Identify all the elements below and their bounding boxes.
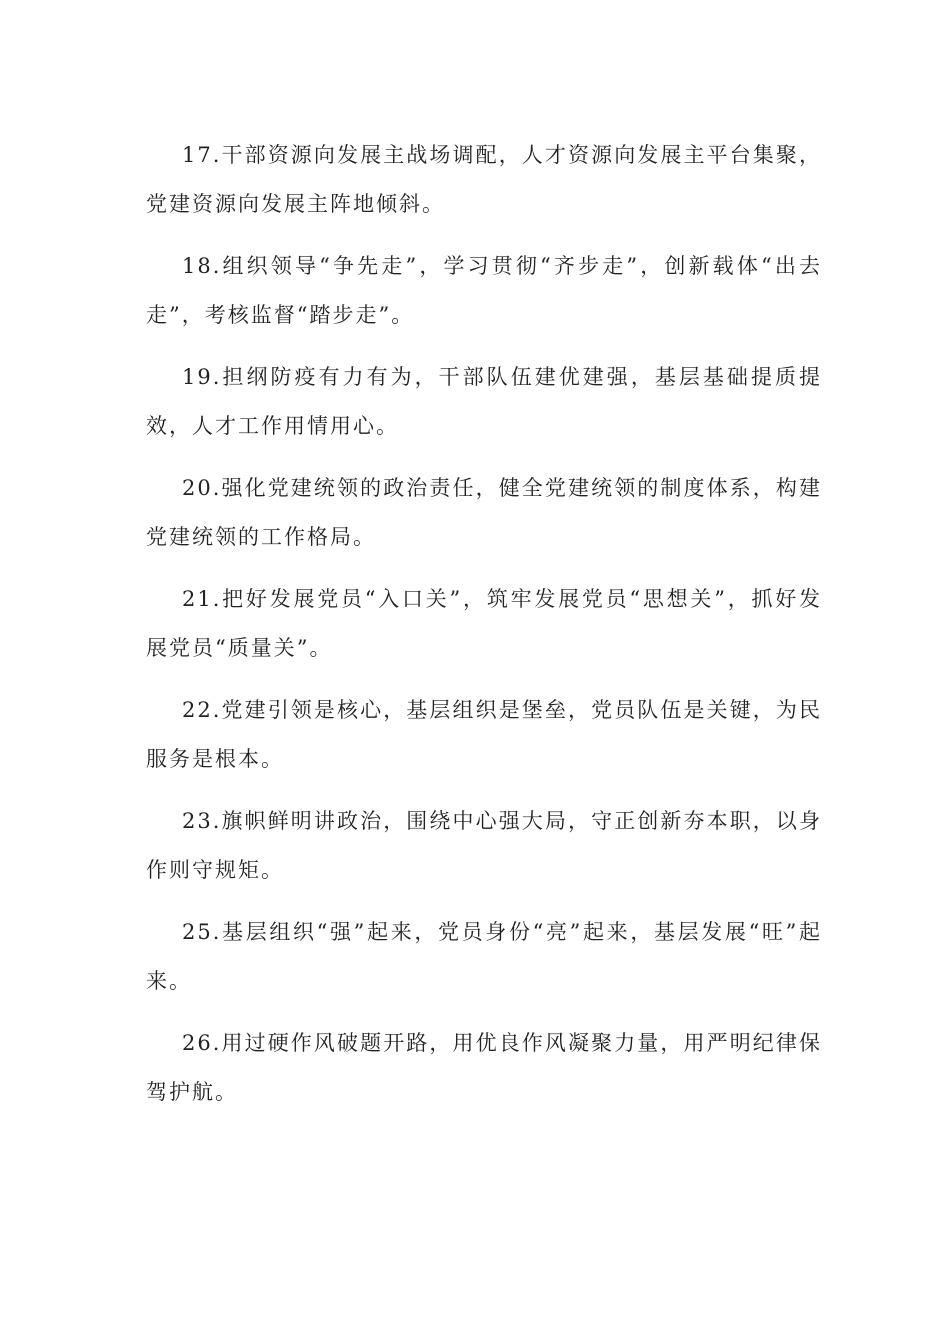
paragraph-20: 20.强化党建统领的政治责任，健全党建统领的制度体系，构建党建统领的工作格局。 [146,476,822,549]
paragraph-18: 18.组织领导“争先走”，学习贯彻“齐步走”，创新载体“出去走”，考核监督“踏步走”。 [146,254,822,327]
paragraph-17: 17.干部资源向发展主战场调配，人才资源向发展主平台集聚，党建资源向发展主阵地倾斜。 [146,143,822,216]
paragraph-19: 19.担纲防疫有力有为，干部队伍建优建强，基层基础提质提效，人才工作用情用心。 [146,365,822,438]
paragraph-26: 26.用过硬作风破题开路，用优良作风凝聚力量，用严明纪律保驾护航。 [146,1031,822,1104]
paragraph-25: 25.基层组织“强”起来，党员身份“亮”起来，基层发展“旺”起来。 [146,920,822,993]
document-body [146,131,822,1130]
paragraph-21: 21.把好发展党员“入口关”，筑牢发展党员“思想关”，抓好发展党员“质量关”。 [146,587,822,660]
paragraph-23: 23.旗帜鲜明讲政治，围绕中心强大局，守正创新夯本职，以身作则守规矩。 [146,809,822,882]
paragraph-22: 22.党建引领是核心，基层组织是堡垒，党员队伍是关键，为民服务是根本。 [146,698,822,771]
